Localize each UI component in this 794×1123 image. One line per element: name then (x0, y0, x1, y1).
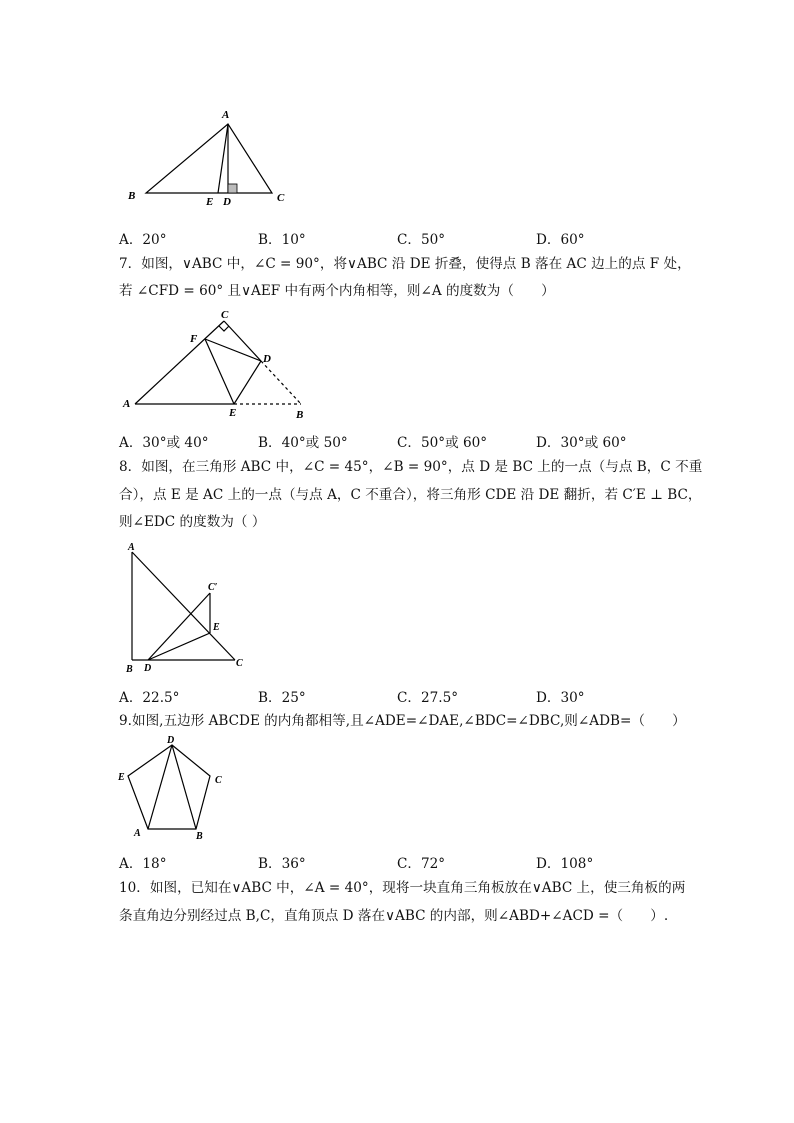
q8-label-d: D (144, 663, 152, 674)
q7-label-e: E (229, 407, 237, 419)
q7-label-f: F (190, 333, 198, 345)
q7-right-angle-mark (219, 326, 229, 331)
q8-label-c: C (236, 658, 243, 669)
q8-segment-ac (132, 552, 235, 660)
q6-option-c[interactable]: C．50° (397, 232, 446, 248)
q6-label-b: B (128, 190, 136, 202)
q8-option-a[interactable]: A．22.5° (119, 690, 180, 706)
q6-option-d[interactable]: D．60° (536, 232, 585, 248)
q7-figure (118, 305, 318, 425)
q6-right-angle-mark (228, 184, 237, 193)
q8-label-b: B (126, 664, 133, 675)
q9-figure (116, 733, 236, 843)
q6-label-c: C (277, 192, 285, 204)
q8-option-b[interactable]: B．25° (258, 690, 306, 706)
q9-label-c: C (215, 775, 222, 786)
q9-option-d[interactable]: D．108° (536, 856, 594, 872)
q8-label-a: A (128, 542, 135, 553)
q9-label-b: B (196, 831, 203, 842)
q8-label-e: E (213, 622, 220, 633)
q7-label-d: D (263, 353, 271, 365)
q7-label-a: A (123, 398, 131, 410)
q6-label-d: D (223, 196, 231, 208)
q7-segment-cd (224, 321, 261, 361)
q6-label-e: E (206, 196, 214, 208)
q9-label-a: A (134, 828, 141, 839)
q8-stem-line-1: 8．如图，在三角形 ABC 中，∠C = 45°，∠B = 90°，点 D 是 BC 上的一点（与点 B，C 不重 (119, 459, 703, 475)
q9-stem-line-1: 9.如图,五边形 ABCDE 的内角都相等,且∠ADE=∠DAE,∠BDC=∠DBC,则∠ADB=（ ） (119, 713, 686, 729)
q7-segment-de (234, 361, 261, 404)
q9-label-e: E (118, 772, 125, 783)
q9-label-d: D (167, 735, 175, 746)
q6-label-a: A (222, 109, 230, 121)
q8-segment-de (148, 633, 210, 660)
q7-option-c[interactable]: C．50°或 60° (397, 435, 488, 451)
q7-stem-line-2: 若 ∠CFD = 60° 且∨AEF 中有两个内角相等，则∠A 的度数为（ ） (119, 283, 555, 299)
q8-segment-dc-prime (148, 593, 210, 660)
q7-option-d[interactable]: D．30°或 60° (536, 435, 627, 451)
q7-label-b: B (296, 409, 304, 421)
q7-segment-ac (135, 321, 224, 404)
q7-option-b[interactable]: B．40°或 50° (258, 435, 348, 451)
q7-label-c: C (221, 309, 229, 321)
q6-option-b[interactable]: B．10° (258, 232, 306, 248)
q6-option-a[interactable]: A．20° (119, 232, 167, 248)
q9-diagonal-db (172, 745, 196, 829)
q8-figure (118, 538, 258, 678)
q7-stem-line-1: 7．如图，∨ABC 中，∠C = 90°，将∨ABC 沿 DE 折叠，使得点 B 落在 AC 边上的点 F 处， (119, 256, 691, 272)
q6-triangle-abc (146, 124, 272, 193)
q9-option-a[interactable]: A．18° (119, 856, 167, 872)
q8-option-c[interactable]: C．27.5° (397, 690, 459, 706)
q8-label-c-prime: C′ (208, 582, 218, 593)
q7-option-a[interactable]: A．30°或 40° (119, 435, 209, 451)
q8-option-d[interactable]: D．30° (536, 690, 585, 706)
q9-option-c[interactable]: C．72° (397, 856, 446, 872)
q6-segment-ae (218, 124, 228, 193)
q9-diagonal-da (148, 745, 172, 829)
q7-segment-db-dashed (261, 361, 301, 404)
q8-stem-line-2: 合），点 E 是 AC 上的一点（与点 A，C 不重合），将三角形 CDE 沿 DE 翻折，若 C′E ⊥ BC， (119, 487, 702, 503)
q10-stem-line-2: 条直角边分别经过点 B,C，直角顶点 D 落在∨ABC 的内部，则∠ABD+∠ACD =（ ）. (119, 908, 669, 924)
q6-figure (120, 100, 300, 210)
q8-stem-line-3: 则∠EDC 的度数为（ ） (119, 514, 266, 530)
q9-option-b[interactable]: B．36° (258, 856, 306, 872)
q10-stem-line-1: 10．如图，已知在∨ABC 中，∠A = 40°，现将一块直角三角板放在∨ABC 上，使三角板的两 (119, 880, 686, 896)
